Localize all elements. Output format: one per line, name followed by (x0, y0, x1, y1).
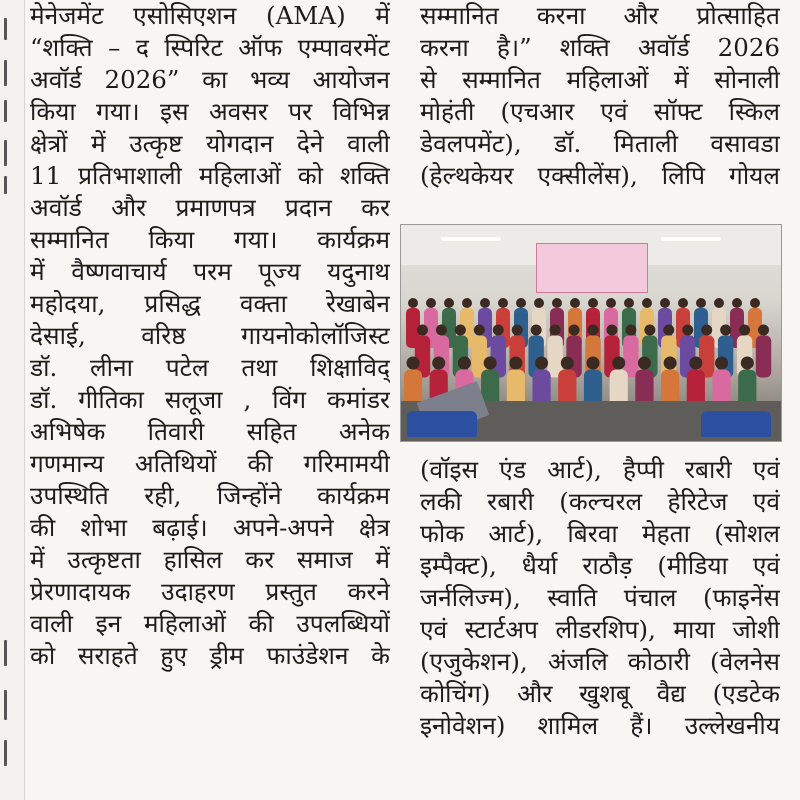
article-line: अवॉर्ड और प्रमाणपत्र प्रदान कर (30, 193, 390, 222)
article-line: से सम्मानित महिलाओं में सोनाली (420, 65, 780, 94)
article-line: कोचिंग) और खुशबू वैद्य (एडटेक (420, 679, 780, 708)
article-line: को सराहते हुए ड्रीम फाउंडेशन के (30, 641, 390, 670)
article-line: में वैष्णवाचार्य परम पूज्य यदुनाथ (30, 257, 390, 286)
article-line: सम्मानित किया गया। कार्यक्रम (30, 225, 390, 254)
article-line: सम्मानित करना और प्रोत्साहित (420, 1, 780, 30)
article-right-column-bottom (420, 454, 780, 742)
article-line: (एजुकेशन), अंजलि कोठारी (वेलनेस (420, 647, 780, 676)
article-line: उपस्थिति रही, जिन्होंने कार्यक्रम (30, 481, 390, 510)
article-line: इम्पैक्ट), धैर्या राठौड़ (मीडिया एवं (420, 551, 780, 580)
article-line: (हेल्थकेयर एक्सीलेंस), लिपि गोयल (420, 161, 780, 190)
article-line: देसाई, वरिष्ठ गायनोकोलॉजिस्ट (30, 321, 390, 350)
article-line: किया गया। इस अवसर पर विभिन्न (30, 97, 390, 126)
article-line: मेनेजमेंट एसोसिएशन (AMA) में (30, 1, 390, 30)
article-line: डॉ. गीतिका सलूजा , विंग कमांडर (30, 385, 390, 414)
article-line: जर्नलिज्म), स्वाति पंचाल (फाइनेंस (420, 583, 780, 612)
article-line: इनोवेशन) शामिल हैं। उल्लेखनीय (420, 711, 780, 740)
article-line: मोहंती (एचआर एवं सॉफ्ट स्किल (420, 97, 780, 126)
article-line: में उत्कृष्टता हासिल कर समाज में (30, 545, 390, 574)
article-line: वाली इन महिलाओं की उपलब्धियों (30, 609, 390, 638)
article-line: फोक आर्ट), बिरवा मेहता (सोशल (420, 519, 780, 548)
article-line: 11 प्रतिभाशाली महिलाओं को शक्ति (30, 161, 390, 190)
chair (407, 411, 477, 437)
group-photo (400, 224, 782, 442)
article-line: करना है।” शक्ति अवॉर्ड 2026 (420, 33, 780, 62)
article-line: (वॉइस एंड आर्ट), हैप्पी रबारी एवं (420, 455, 780, 484)
article-line: अवॉर्ड 2026” का भव्य आयोजन (30, 65, 390, 94)
article-line: की शोभा बढ़ाई। अपने-अपने क्षेत्र (30, 513, 390, 542)
article-right-column-top (420, 0, 780, 192)
article-line: प्रेरणादायक उदाहरण प्रस्तुत करने (30, 577, 390, 606)
article-line: डेवलपमेंट), डॉ. मिताली वसावडा (420, 129, 780, 158)
article-line: “शक्ति – द स्पिरिट ऑफ एम्पावरमेंट (30, 33, 390, 62)
article-line: महोदया, प्रसिद्ध वक्ता रेखाबेन (30, 289, 390, 318)
article-line: गणमान्य अतिथियों की गरिमामयी (30, 449, 390, 478)
article-line: क्षेत्रों में उत्कृष्ट योगदान देने वाली (30, 129, 390, 158)
ceiling-light (441, 237, 501, 241)
ceiling-light (661, 237, 721, 241)
adjacent-column-edge (0, 0, 25, 800)
article-left-column (30, 0, 390, 672)
chair (701, 411, 771, 437)
article-line: एवं स्टार्टअप लीडरशिप), माया जोशी (420, 615, 780, 644)
article-line: लकी रबारी (कल्चरल हेरिटेज एवं (420, 487, 780, 516)
article-line: अभिषेक तिवारी सहित अनेक (30, 417, 390, 446)
article-line: डॉ. लीना पटेल तथा शिक्षाविद् (30, 353, 390, 382)
